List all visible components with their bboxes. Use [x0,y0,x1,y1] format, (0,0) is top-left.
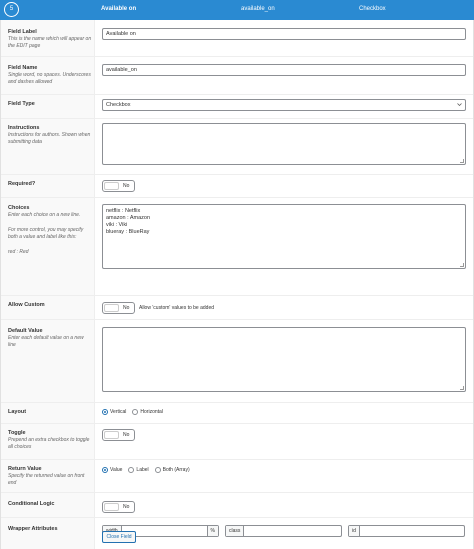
row-required [1,175,473,198]
layout-option-horizontal[interactable] [132,409,163,415]
field-type-label: Field Type [8,101,35,107]
choices-textarea[interactable] [102,204,466,269]
allow-custom-toggle-text: No [123,305,130,311]
conditional-logic-toggle-text: No [123,504,130,510]
conditional-logic-toggle[interactable] [102,501,135,513]
field-name-label: Field Name [8,65,38,71]
header-field-type: Checkbox [359,6,386,12]
toggle-knob [104,304,119,312]
close-field-button[interactable]: Close Field [102,531,136,543]
row-instructions [1,119,473,175]
field-type-select-value: Checkbox [106,102,131,108]
return-option-label-choice[interactable] [128,467,148,473]
field-label-input[interactable]: Available on [102,28,466,40]
choices-label: Choices [8,205,30,211]
layout-label: Layout [8,409,27,415]
instructions-textarea[interactable] [102,123,466,165]
layout-radio-group [102,409,169,415]
wrapper-attributes-label: Wrapper Attributes [8,526,58,532]
radio-icon[interactable] [128,467,134,473]
return-value-label: Return Value [8,466,42,472]
toggle-all-toggle-text: No [123,432,130,438]
row-layout [1,403,473,424]
field-label-description: This is the name which will appear on the EDIT page [8,36,92,50]
toggle-knob [104,431,119,439]
return-option-label: Value [110,467,123,473]
choice-line: amazon : Amazon [106,215,151,221]
allow-custom-label: Allow Custom [8,302,45,308]
wrapper-id-prepend: id [349,526,360,536]
default-value-label: Default Value [8,328,43,334]
required-toggle-text: No [123,183,130,189]
radio-icon[interactable] [155,467,161,473]
instructions-label: Instructions [8,125,40,131]
toggle-label: Toggle [8,430,26,436]
toggle-knob [104,182,119,190]
row-allow-custom [1,296,473,320]
return-value-radio-group [102,467,196,473]
close-field-area [95,528,473,549]
layout-option-vertical[interactable] [102,409,126,415]
return-option-label: Label [136,467,149,473]
default-value-description: Enter each default value on a new line [8,335,84,349]
row-return-value [1,460,473,493]
choice-line: viki : Viki [106,222,128,228]
header-field-label[interactable]: Available on [101,6,137,12]
field-header[interactable] [0,0,474,20]
field-type-select[interactable] [102,99,466,111]
return-value-description: Specify the returned value on front end [8,473,85,487]
layout-option-label: Horizontal [140,409,163,415]
wrapper-width-append: % [207,526,218,536]
header-field-name: available_on [241,6,275,12]
choice-line: netflix : Netflix [106,208,141,214]
choices-description-more: For more control, you may specify both a value and label like this: [8,227,84,241]
toggle-description: Prepend an extra checkbox to toggle all choices [8,437,90,451]
resize-grip-icon[interactable] [460,386,464,390]
toggle-knob [104,503,119,511]
field-label-label: Field Label [8,29,37,35]
row-field-type [1,95,473,119]
chevron-down-icon [457,102,462,107]
choices-example: red : Red [8,249,29,255]
choice-line: blueray : BlueRay [106,229,150,235]
required-toggle[interactable] [102,180,135,192]
field-name-input[interactable]: available_on [102,64,466,76]
conditional-logic-label: Conditional Logic [8,501,55,507]
required-label: Required? [8,181,36,187]
row-toggle [1,424,473,460]
default-value-textarea[interactable] [102,327,466,392]
resize-grip-icon[interactable] [460,159,464,163]
resize-grip-icon[interactable] [460,263,464,267]
instructions-description: Instructions for authors. Shown when submitting data [8,132,91,146]
row-conditional-logic [1,493,473,518]
wrapper-class-prepend: class [226,526,244,536]
return-option-label: Both (Array) [162,467,190,473]
layout-option-label: Vertical [110,409,127,415]
allow-custom-note: Allow 'custom' values to be added [139,305,215,311]
radio-icon[interactable] [132,409,138,415]
field-order-badge[interactable]: 5 [4,2,19,17]
toggle-all-toggle[interactable] [102,429,135,441]
return-option-both[interactable] [155,467,190,473]
row-choices [1,198,473,296]
return-option-value[interactable] [102,467,122,473]
row-field-name [1,57,473,95]
choices-description: Enter each choice on a new line. [8,212,81,218]
row-field-label [1,20,473,57]
field-name-description: Single word, no spaces. Underscores and dashes allowed [8,72,91,86]
allow-custom-toggle[interactable] [102,302,135,314]
radio-checked-icon[interactable] [102,409,108,415]
field-settings-form [0,20,474,549]
row-default-value [1,320,473,403]
radio-checked-icon[interactable] [102,467,108,473]
